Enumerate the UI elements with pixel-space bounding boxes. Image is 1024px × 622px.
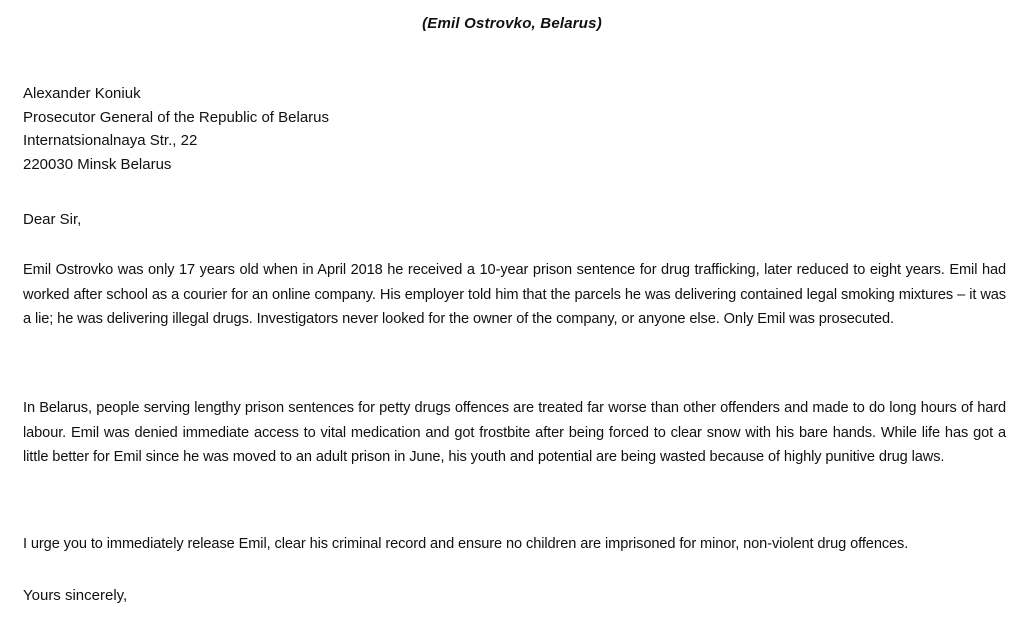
paragraph-2: In Belarus, people serving lengthy prison sentences for petty drugs offences are treated far worse than other offenders and made to do long hours of hard labour. Emil was denied immediate access to vital medication and got frostbite after being forced to clear snow with his bare hands. While life has got a little better for Emil since he was moved to an adult prison in June, his youth and potential are being wasted because of highly punitive drug laws. [23, 400, 1006, 465]
recipient-title: Prosecutor General of the Republic of Belarus [23, 108, 329, 126]
paragraph-3: I urge you to immediately release Emil, clear his criminal record and ensure no children are imprisoned for minor, non-violent drug offences. [23, 536, 909, 552]
salutation: Dear Sir, [23, 211, 82, 228]
closing: Yours sincerely, [23, 587, 128, 604]
recipient-name: Alexander Koniuk [23, 85, 141, 102]
recipient-city: 220030 Minsk Belarus [23, 155, 172, 173]
recipient-street: Internatsionalnaya Str., 22 [23, 132, 198, 149]
letter-subject: (Emil Ostrovko, Belarus) [422, 15, 602, 32]
recipient-address [23, 82, 329, 176]
paragraph-1: Emil Ostrovko was only 17 years old when in April 2018 he received a 10-year prison sentence for drug trafficking, later reduced to eight years. Emil had worked after school as a courier for an online company. His employer told him that the parcels he was delivering contained legal smoking mixtures – it was a lie; he was delivering illegal drugs. Investigators never looked for the owner of the company, or anyone else. Only Emil was prosecuted. [23, 262, 1006, 327]
